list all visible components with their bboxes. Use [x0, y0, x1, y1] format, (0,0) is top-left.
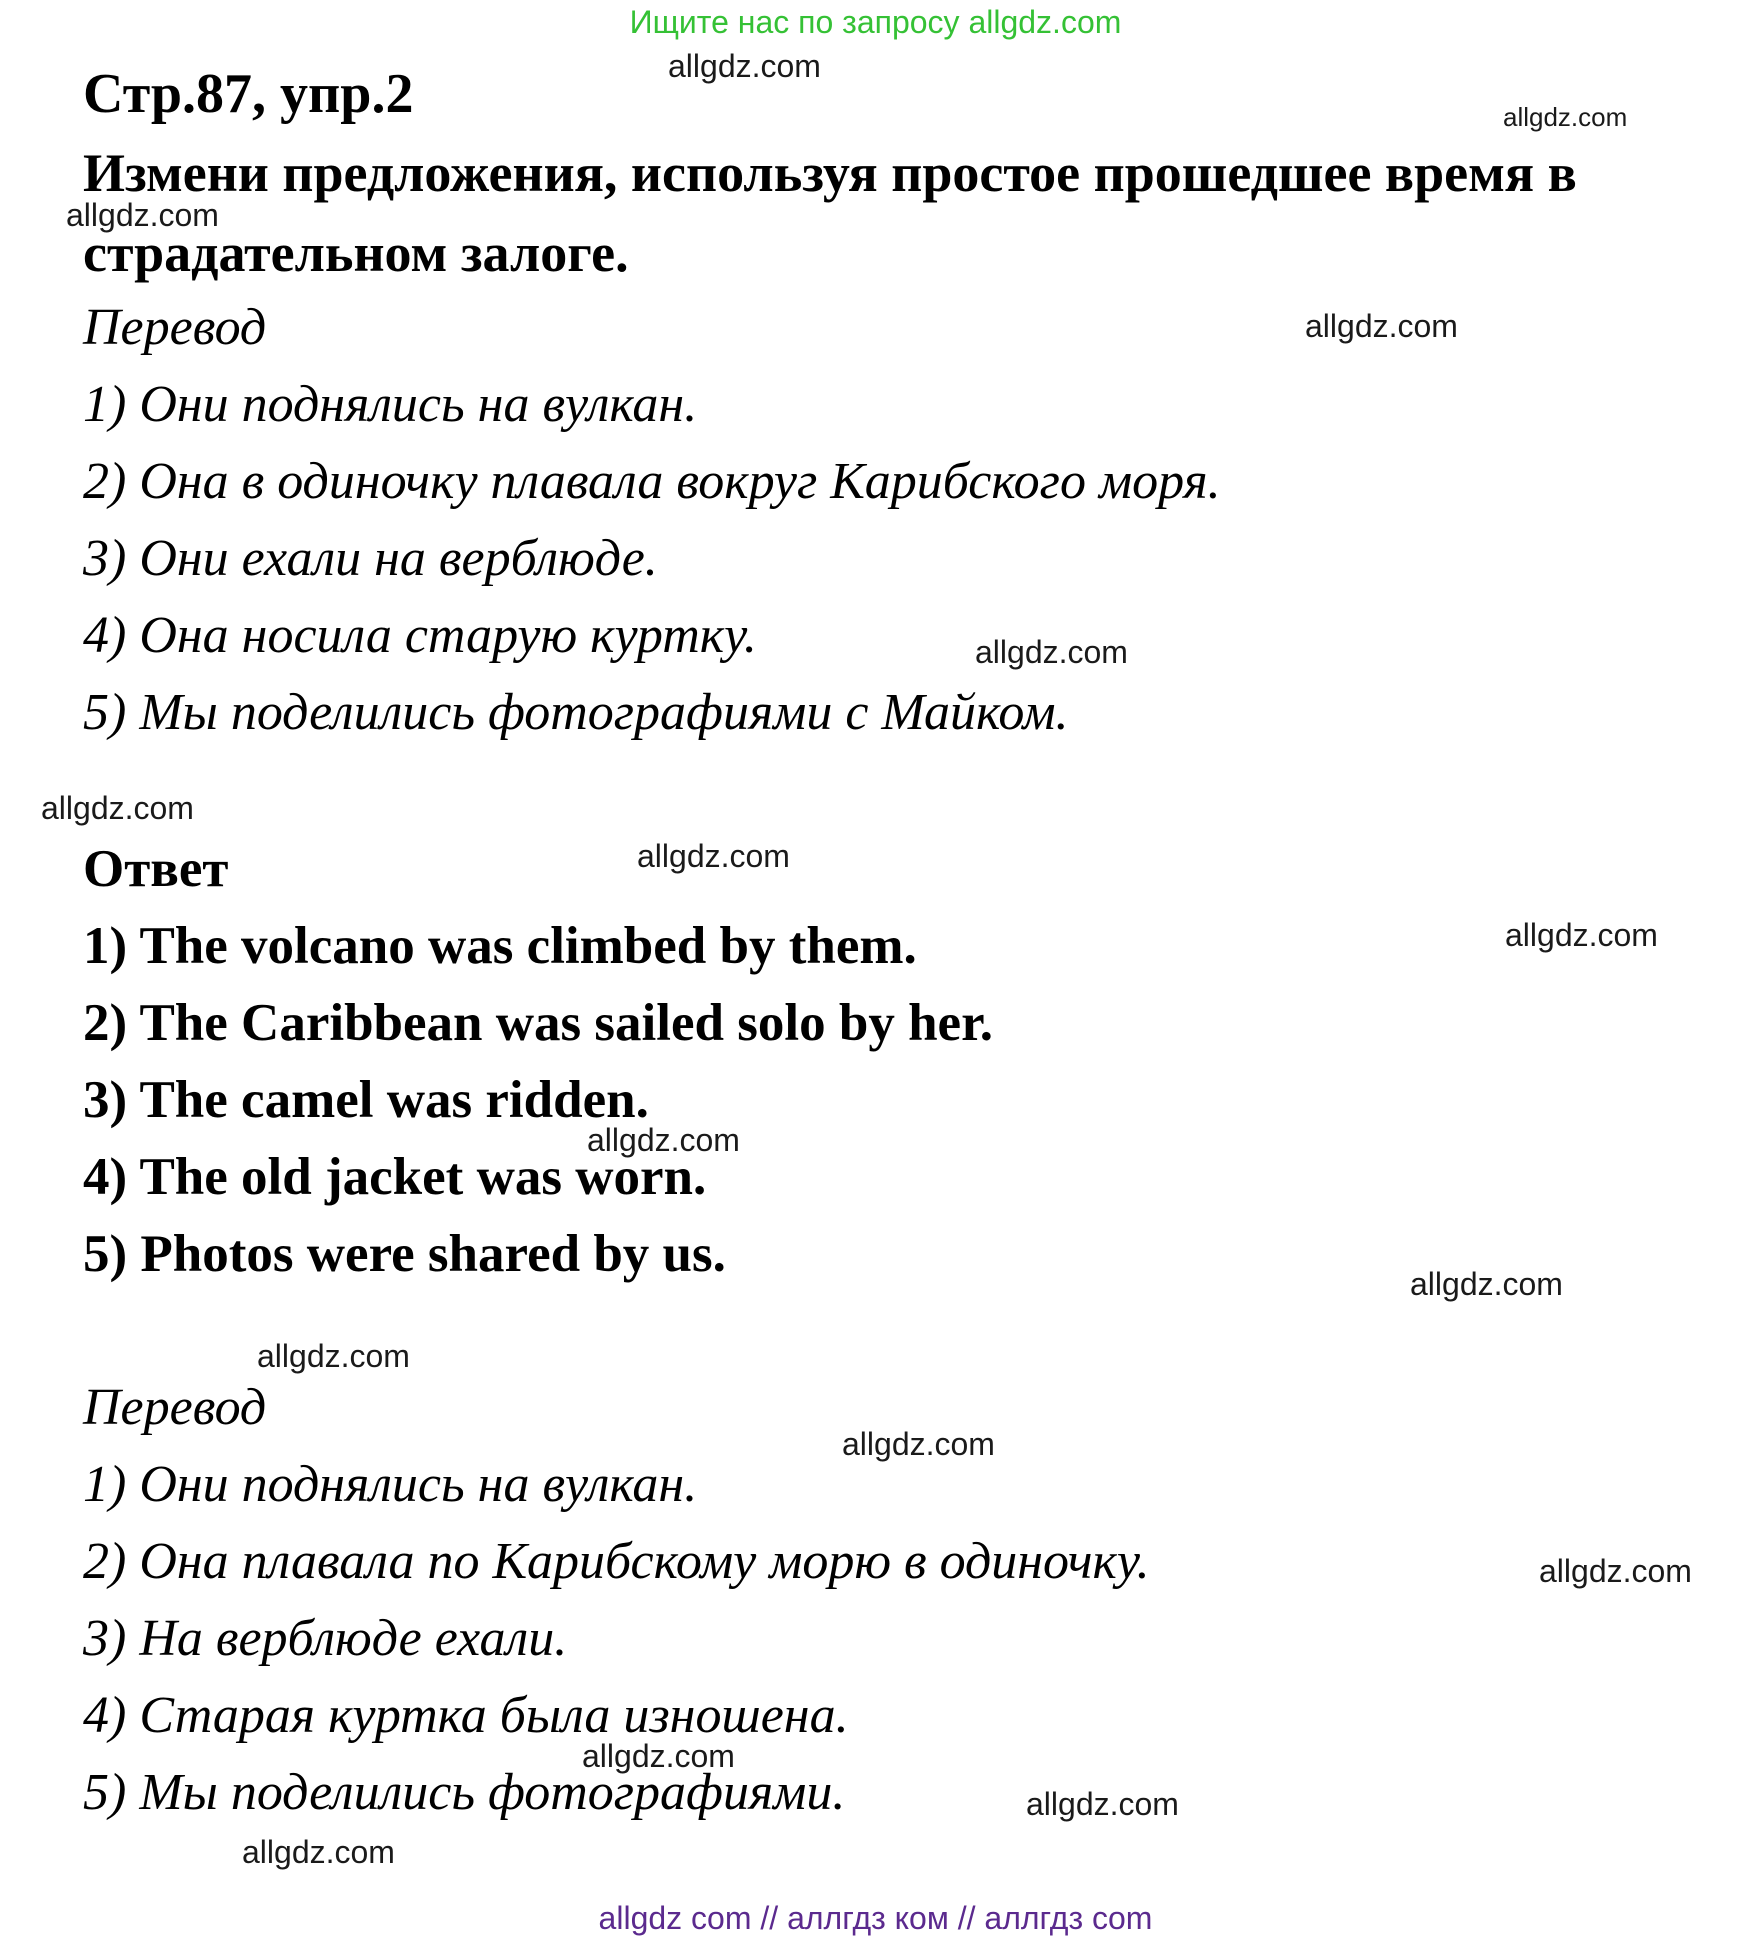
answer-item: 1) The volcano was climbed by them.	[83, 917, 917, 975]
translation-item: 2) Она в одиночку плавала вокруг Карибского моря.	[83, 453, 1221, 510]
translation-item: 4) Старая куртка была изношена.	[83, 1687, 849, 1744]
translation-label: Перевод	[83, 1379, 267, 1436]
translation-item: 5) Мы поделились фотографиями.	[83, 1764, 846, 1821]
translation-item: 5) Мы поделились фотографиями с Майком.	[83, 684, 1069, 741]
answer-item: 4) The old jacket was worn.	[83, 1148, 707, 1206]
watermark: allgdz.com	[41, 790, 194, 826]
watermark: allgdz.com	[1305, 308, 1458, 344]
watermark: allgdz.com	[842, 1426, 995, 1462]
watermark: allgdz.com	[1026, 1786, 1179, 1822]
translation-item: 3) Они ехали на верблюде.	[83, 530, 658, 587]
watermark: allgdz.com	[66, 197, 219, 233]
page-title: Стр.87, упр.2	[83, 63, 414, 125]
translation-item: 1) Они поднялись на вулкан.	[83, 1456, 698, 1513]
answer-item: 2) The Caribbean was sailed solo by her.	[83, 994, 993, 1052]
watermark: allgdz.com	[1505, 917, 1658, 953]
bottom-banner[interactable]: allgdz com // аллгдз ком // аллгдз com	[598, 1900, 1153, 1936]
watermark: allgdz.com	[637, 838, 790, 874]
translation-item: 4) Она носила старую куртку.	[83, 607, 757, 664]
watermark: allgdz.com	[975, 634, 1128, 670]
translation-item: 3) На верблюде ехали.	[83, 1610, 568, 1667]
translation-item: 1) Они поднялись на вулкан.	[83, 376, 698, 433]
task-instruction-line-2: страдательном залоге.	[83, 223, 629, 283]
watermark: allgdz.com	[1410, 1266, 1563, 1302]
answer-item: 3) The camel was ridden.	[83, 1071, 649, 1129]
watermark: allgdz.com	[242, 1834, 395, 1870]
watermark: allgdz.com	[1539, 1553, 1692, 1589]
watermark: allgdz.com	[668, 48, 821, 84]
watermark: allgdz.com	[1503, 102, 1628, 132]
answer-label: Ответ	[83, 840, 229, 898]
watermark: allgdz.com	[582, 1738, 735, 1774]
answer-item: 5) Photos were shared by us.	[83, 1225, 726, 1283]
translation-label: Перевод	[83, 299, 267, 356]
watermark: allgdz.com	[587, 1122, 740, 1158]
translation-item: 2) Она плавала по Карибскому морю в одиночку.	[83, 1533, 1150, 1590]
top-banner[interactable]: Ищите нас по запросу allgdz.com	[629, 4, 1122, 40]
task-instruction-line-1: Измени предложения, используя простое прошедшее время в	[83, 143, 1577, 203]
watermark: allgdz.com	[257, 1338, 410, 1374]
